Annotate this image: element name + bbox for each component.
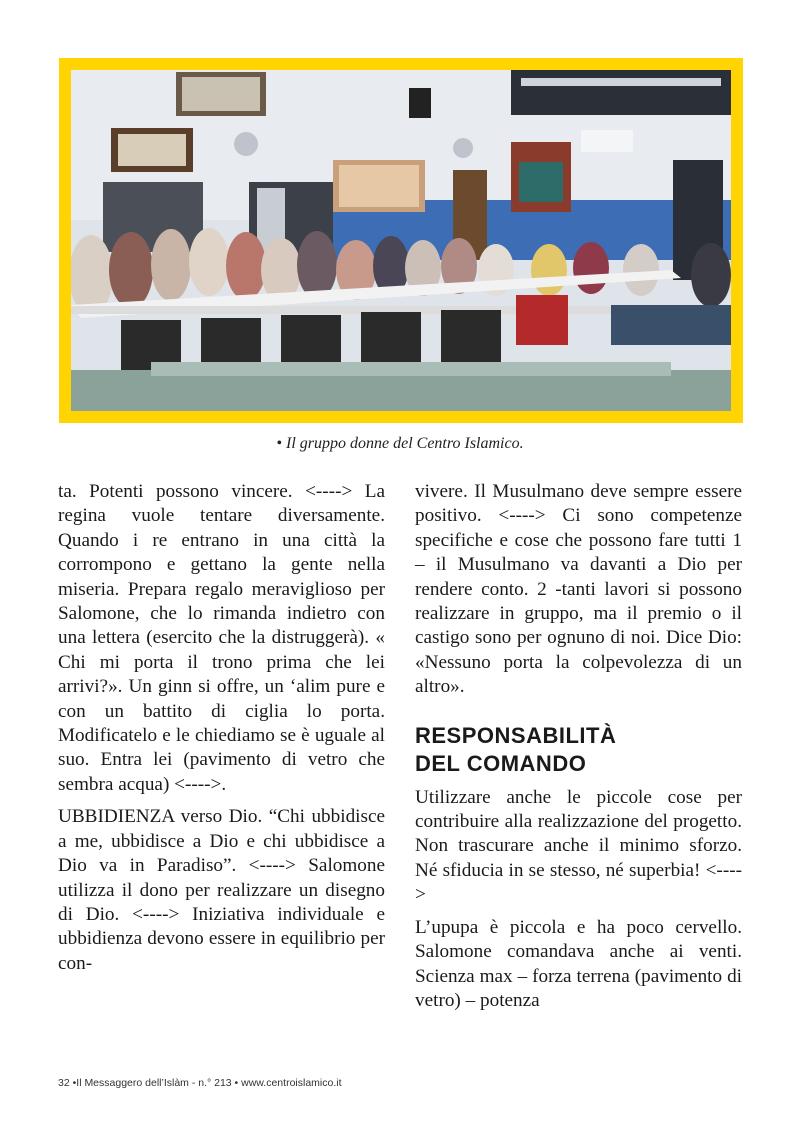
left-column (58, 480, 385, 984)
section-heading-line-1: RESPONSABILITÀ (415, 722, 617, 748)
photo-caption: • Il gruppo donne del Centro Islamico. (276, 435, 524, 452)
photo-frame (59, 58, 743, 423)
section-heading (415, 722, 742, 778)
section-heading-line-2: DEL COMANDO (415, 750, 587, 776)
group-photo (71, 70, 731, 411)
left-paragraph-2: UBBIDIENZA verso Dio. “Chi ubbidisce a me, ubbidisce a Dio e chi ubbidisce a Dio va in Paradiso”. <----> Salomone utilizza il dono per realizzare un disegno di Dio. <----> Iniziativa individuale e ubbidienza devono essere in equilibrio per con- (58, 806, 385, 974)
left-paragraph-1: ta. Potenti possono vincere. <----> La regina vuole tentare diversamente. Quando i re entrano in una città la corrompono e gettano la gente nella miseria. Prepara regalo meraviglioso per Salomone, che lo rimanda indietro con una lettera (esercito che la distruggerà). « Chi mi porta il trono prima che lei arrivi?». Un ginn si offre, un ‘alim pure e con un battito di ciglia lo porta. Modificatelo e le chiediamo se è uguale al suo. Entra lei (pavimento di vetro che sembra acqua) <---->. (58, 481, 385, 795)
right-paragraph-1: vivere. Il Musulmano deve sempre essere positivo. <----> Ci sono competenze specifiche e cose che possono fare tutti 1 – il Musulmano va davanti a Dio per rendere conto. 2 -tanti lavori si possono realizzare in gruppo, ma il premio o il castigo sono per ognuno di noi. Dice Dio: «Nessuno porta la colpevolezza di un altro». (415, 481, 742, 698)
page-footer: 32 •Il Messaggero dell’Islàm - n.° 213 • www.centroislamico.it (58, 1077, 342, 1089)
right-paragraph-2: Utilizzare anche le piccole cose per contribuire alla realizzazione del progetto. Non trascurare anche il minimo sforzo. Né sfiducia in se stesso, né superbia! <----> (415, 786, 742, 906)
right-column (415, 480, 742, 1021)
right-paragraph-3: L’upupa è piccola e ha poco cervello. Salomone comandava anche ai venti. Scienza max – forza terrena (pavimento di vetro) – potenza (415, 916, 742, 1011)
